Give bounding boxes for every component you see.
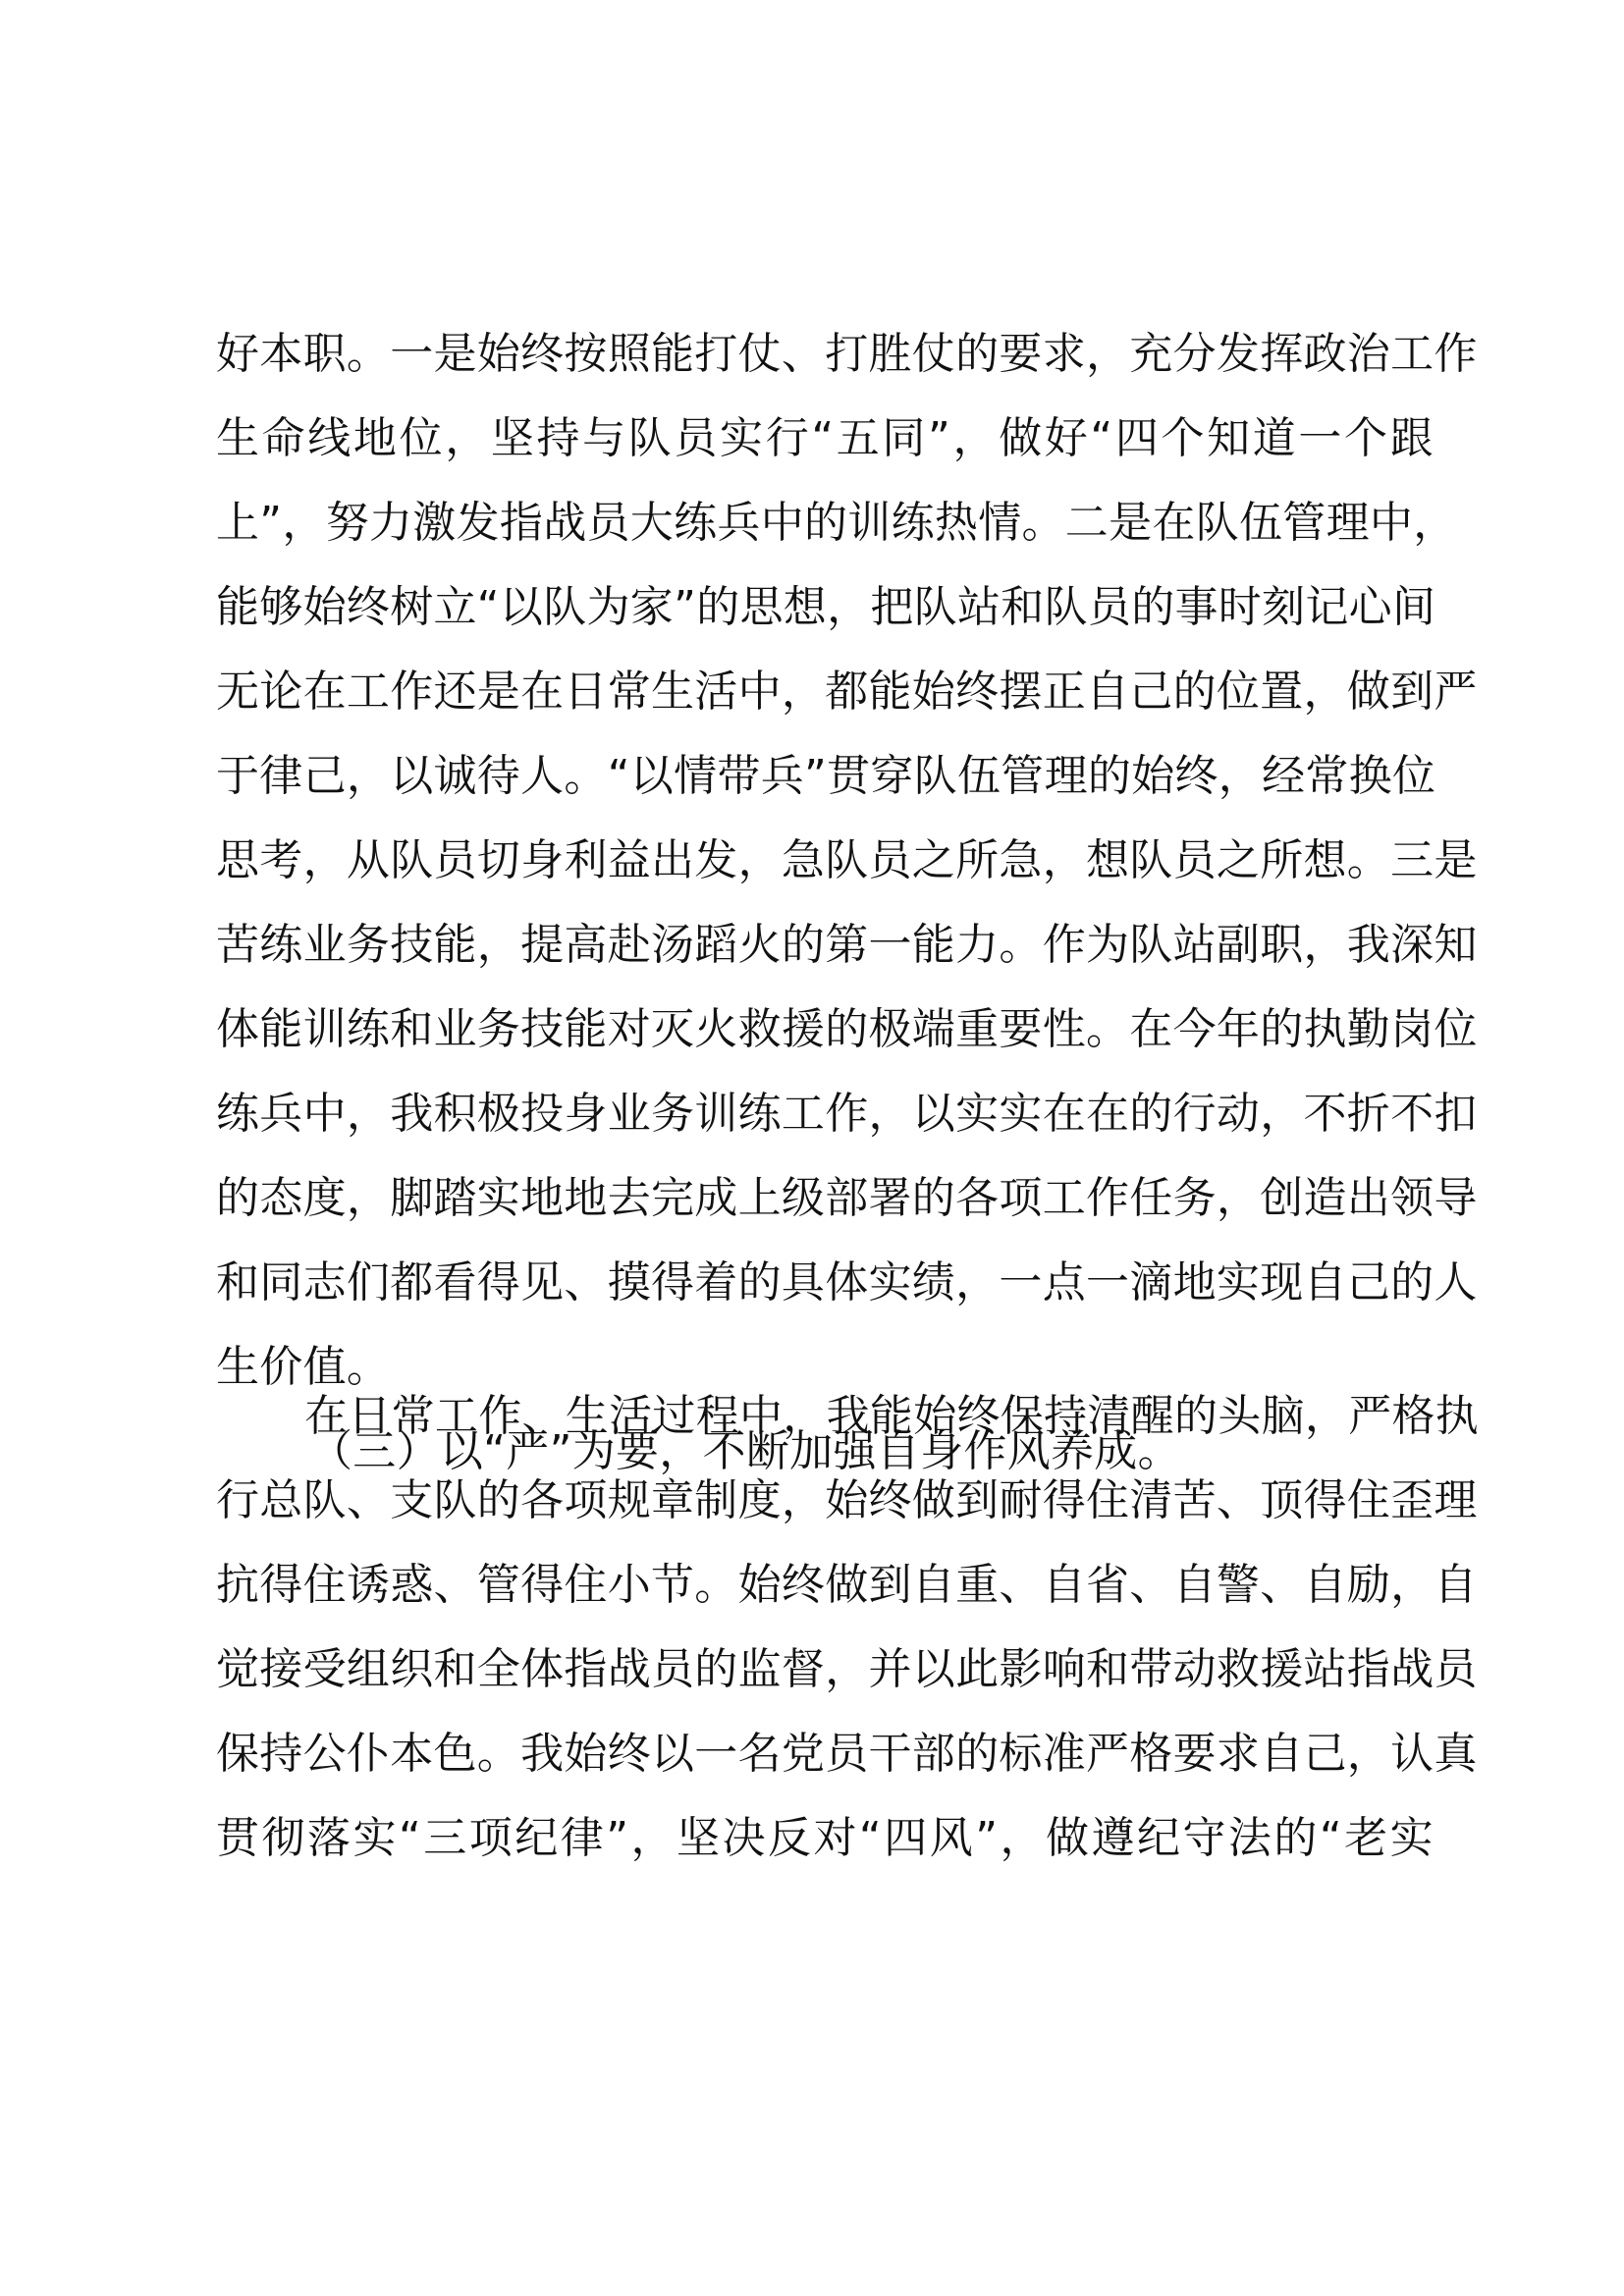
paragraph-1 <box>216 312 1480 1494</box>
paragraph-1-line: 苦练业务技能，提高赴汤蹈火的第一能力。作为队站副职，我深知 <box>216 920 1478 970</box>
paragraph-2-line: 贯彻落实“三项纪律”，坚决反对“四风”，做遵纪守法的“老实 <box>216 1813 1434 1863</box>
paragraph-2 <box>216 1374 1480 1881</box>
paragraph-1-line: 好本职。一是始终按照能打仗、打胜仗的要求，充分发挥政治工作 <box>216 329 1478 379</box>
paragraph-2-first-line: 在日常工作、生活过程中，我能始终保持清醒的头脑，严格执 <box>304 1391 1480 1441</box>
paragraph-1-line: 和同志们都看得见、摸得着的具体实绩，一点一滴地实现自己的人 <box>216 1257 1478 1308</box>
section-heading-3: （三）以“严”为要，不断加强自身作风养成。 <box>309 1426 1181 1476</box>
paragraph-2-line: 保持公仆本色。我始终以一名党员干部的标准严格要求自己，认真 <box>216 1729 1478 1779</box>
paragraph-1-line: 能够始终树立“以队为家”的思想，把队站和队员的事时刻记心间 <box>216 582 1436 632</box>
paragraph-1-line: 无论在工作还是在日常生活中，都能始终摆正自己的位置，做到严 <box>216 667 1478 717</box>
paragraph-2-line: 抗得住诱惑、管得住小节。始终做到自重、自省、自警、自励，自 <box>216 1560 1478 1610</box>
paragraph-1-line: 体能训练和业务技能对灭火救援的极端重要性。在今年的执勤岗位 <box>216 1004 1478 1054</box>
paragraph-1-last-line: 生价值。 <box>216 1342 391 1392</box>
paragraph-1-line: 上”，努力激发指战员大练兵中的训练热情。二是在队伍管理中， <box>216 498 1457 548</box>
paragraph-1-line: 生命线地位，坚持与队员实行“五同”，做好“四个知道一个跟 <box>216 413 1434 463</box>
paragraph-2-line: 觉接受组织和全体指战员的监督，并以此影响和带动救援站指战员 <box>216 1644 1478 1694</box>
paragraph-1-line: 思考，从队员切身利益出发，急队员之所急，想队员之所想。三是 <box>216 835 1478 885</box>
paragraph-1-line: 于律己，以诚待人。“以情带兵”贯穿队伍管理的始终，经常换位 <box>216 751 1436 801</box>
paragraph-1-line: 的态度，脚踏实地地去完成上级部署的各项工作任务，创造出领导 <box>216 1173 1478 1223</box>
paragraph-2-line: 行总队、支队的各项规章制度，始终做到耐得住清苦、顶得住歪理 <box>216 1475 1478 1525</box>
paragraph-1-line: 练兵中，我积极投身业务训练工作，以实实在在的行动，不折不扣 <box>216 1089 1478 1139</box>
